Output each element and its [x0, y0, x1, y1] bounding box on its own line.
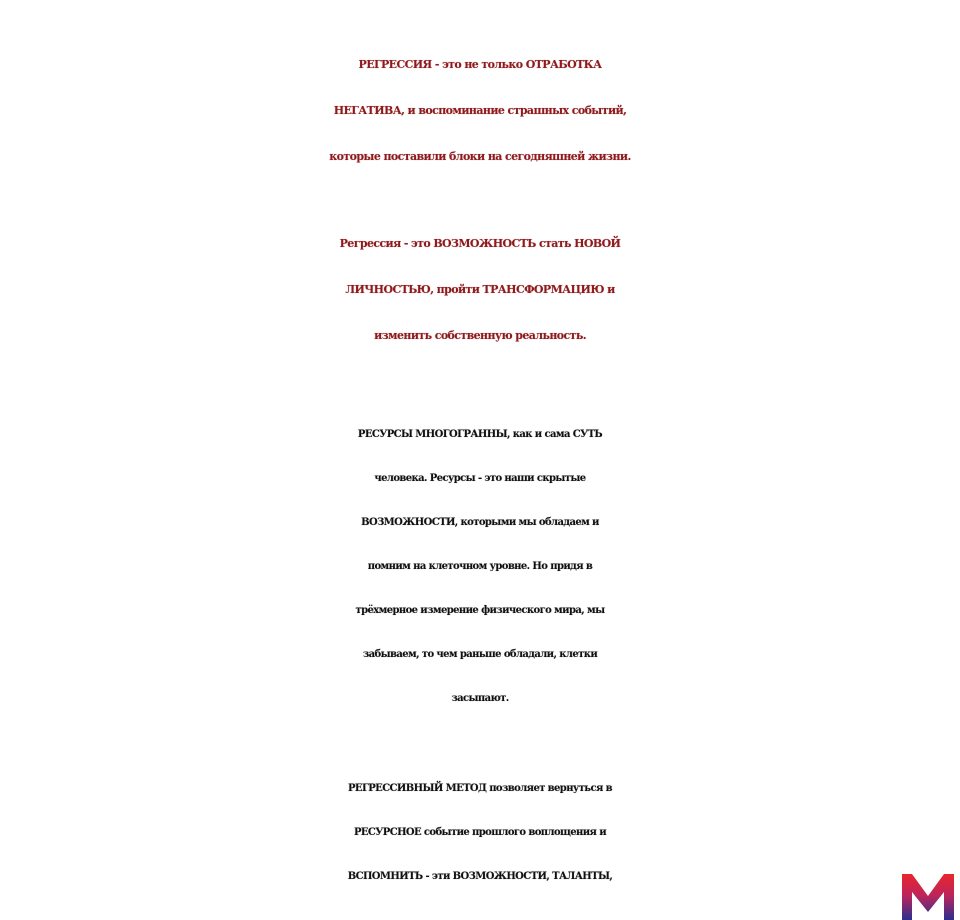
text-line: трёхмерное измерение физического мира, мы — [355, 605, 605, 616]
paragraph-regressive-method — [0, 767, 960, 899]
text-line: Регрессия - это ВОЗМОЖНОСТЬ стать НОВОЙ — [339, 237, 621, 250]
text-line: человека. Ресурсы - это наши скрытые — [374, 473, 586, 484]
text-line: РЕГРЕССИЯ - это не только ОТРАБОТКА — [358, 58, 602, 71]
text-line: засыпают. — [451, 693, 509, 704]
text-line: ВОЗМОЖНОСТИ, которыми мы обладаем и — [361, 517, 599, 528]
text-line: РЕСУРСЫ МНОГОГРАННЫ, как и сама СУТЬ — [357, 429, 603, 440]
text-line: которые поставили блоки на сегодняшней жизни. — [329, 150, 631, 163]
paragraph-resources — [0, 413, 960, 721]
text-line: ЛИЧНОСТЬЮ, пройти ТРАНСФОРМАЦИЮ и — [345, 283, 615, 296]
paragraph-regression-possibility — [0, 221, 960, 359]
text-line: изменить собственную реальность. — [374, 329, 586, 342]
text-line: РЕГРЕССИВНЫЙ МЕТОД позволяет вернуться в — [348, 783, 612, 794]
text-line: помним на клеточном уровне. Но придя в — [367, 561, 593, 572]
text-line: РЕСУРСНОЕ событие прошлого воплощения и — [353, 827, 607, 838]
text-line: забываем, то чем раньше обладали, клетки — [362, 649, 598, 660]
text-line: ВСПОМНИТЬ - эти ВОЗМОЖНОСТИ, ТАЛАНТЫ, — [347, 871, 613, 882]
text-line: НЕГАТИВА, и воспоминание страшных событий, — [333, 104, 627, 117]
m-logo-icon — [898, 866, 958, 920]
paragraph-regression-intro — [0, 42, 960, 180]
